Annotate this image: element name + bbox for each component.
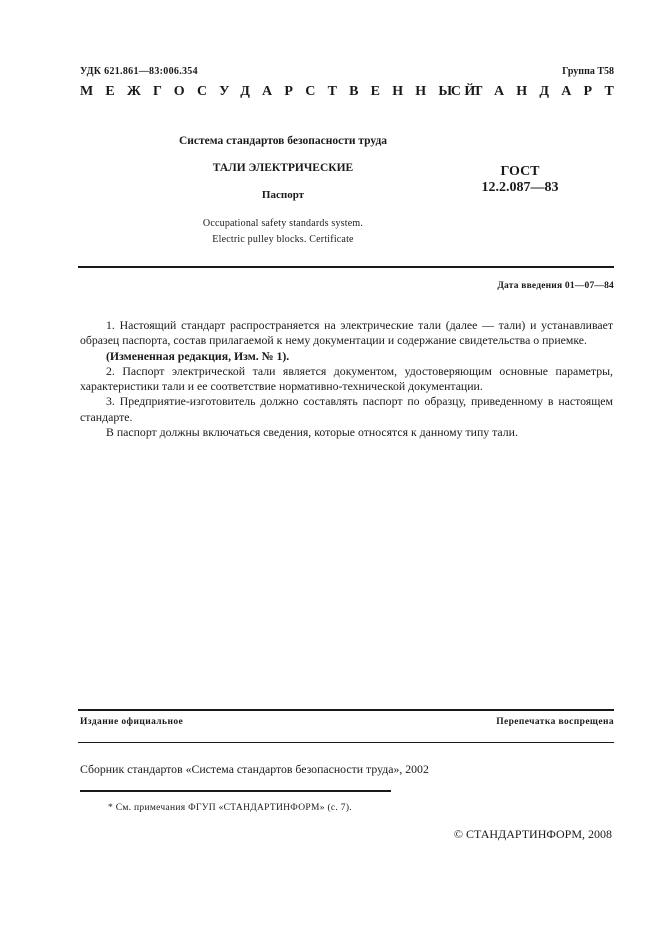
document-title: ТАЛИ ЭЛЕКТРИЧЕСКИЕ — [212, 162, 354, 174]
paragraph-1: 1. Настоящий стандарт распространяется на электрические тали (далее — тали) и устанавливает образец паспорта, состав прилагаемой к нему документации и содержание свидетельства о приемке. — [80, 318, 613, 348]
gost-label: ГОСТ — [500, 164, 540, 179]
collection-reference: Сборник стандартов «Система стандартов безопасности труда», 2002 — [80, 762, 429, 776]
header-divider — [78, 266, 614, 268]
paragraph-4: В паспорт должны включаться сведения, которые относятся к данному типу тали. — [106, 425, 518, 440]
english-title-line-1: Occupational safety standards system. — [202, 218, 364, 229]
amendment-note: (Измененная редакция, Изм. № 1). — [106, 348, 290, 363]
document-subtitle: Паспорт — [261, 189, 305, 201]
interstate-label: МЕЖГОСУДАРСТВЕННЫЙ — [80, 84, 488, 99]
reprint-prohibited-label: Перепечатка воспрещена — [496, 717, 614, 727]
footnote-divider — [80, 790, 391, 792]
footer-divider-top — [78, 709, 614, 711]
introduction-date: Дата введения 01—07—84 — [497, 281, 614, 291]
paragraph-3: 3. Предприятие-изготовитель должно составлять паспорт по образцу, приведенному в настоящем стандарте. — [80, 394, 613, 424]
gost-designation — [470, 164, 570, 196]
footnote: * См. примечания ФГУП «СТАНДАРТИНФОРМ» (с. 7). — [108, 803, 352, 813]
standard-label: СТАНДАРТ — [450, 84, 626, 99]
official-edition-label: Издание официальное — [80, 717, 184, 727]
paragraph-2: 2. Паспорт электрической тали является документом, удостоверяющим основные параметры, характеристики тали и ее соответствие нормативно-технической документации. — [80, 363, 613, 394]
english-title-line-2: Electric pulley blocks. Certificate — [212, 234, 354, 245]
document-body — [80, 318, 613, 440]
group-code: Группа Т58 — [562, 66, 614, 77]
system-title: Система стандартов безопасности труда — [178, 135, 388, 147]
copyright-notice: © СТАНДАРТИНФОРМ, 2008 — [453, 827, 612, 841]
udk-code: УДК 621.861—83:006.354 — [80, 66, 198, 77]
footer-divider-bottom — [78, 742, 614, 743]
english-title — [150, 216, 416, 248]
gost-number: 12.2.087—83 — [481, 180, 559, 195]
